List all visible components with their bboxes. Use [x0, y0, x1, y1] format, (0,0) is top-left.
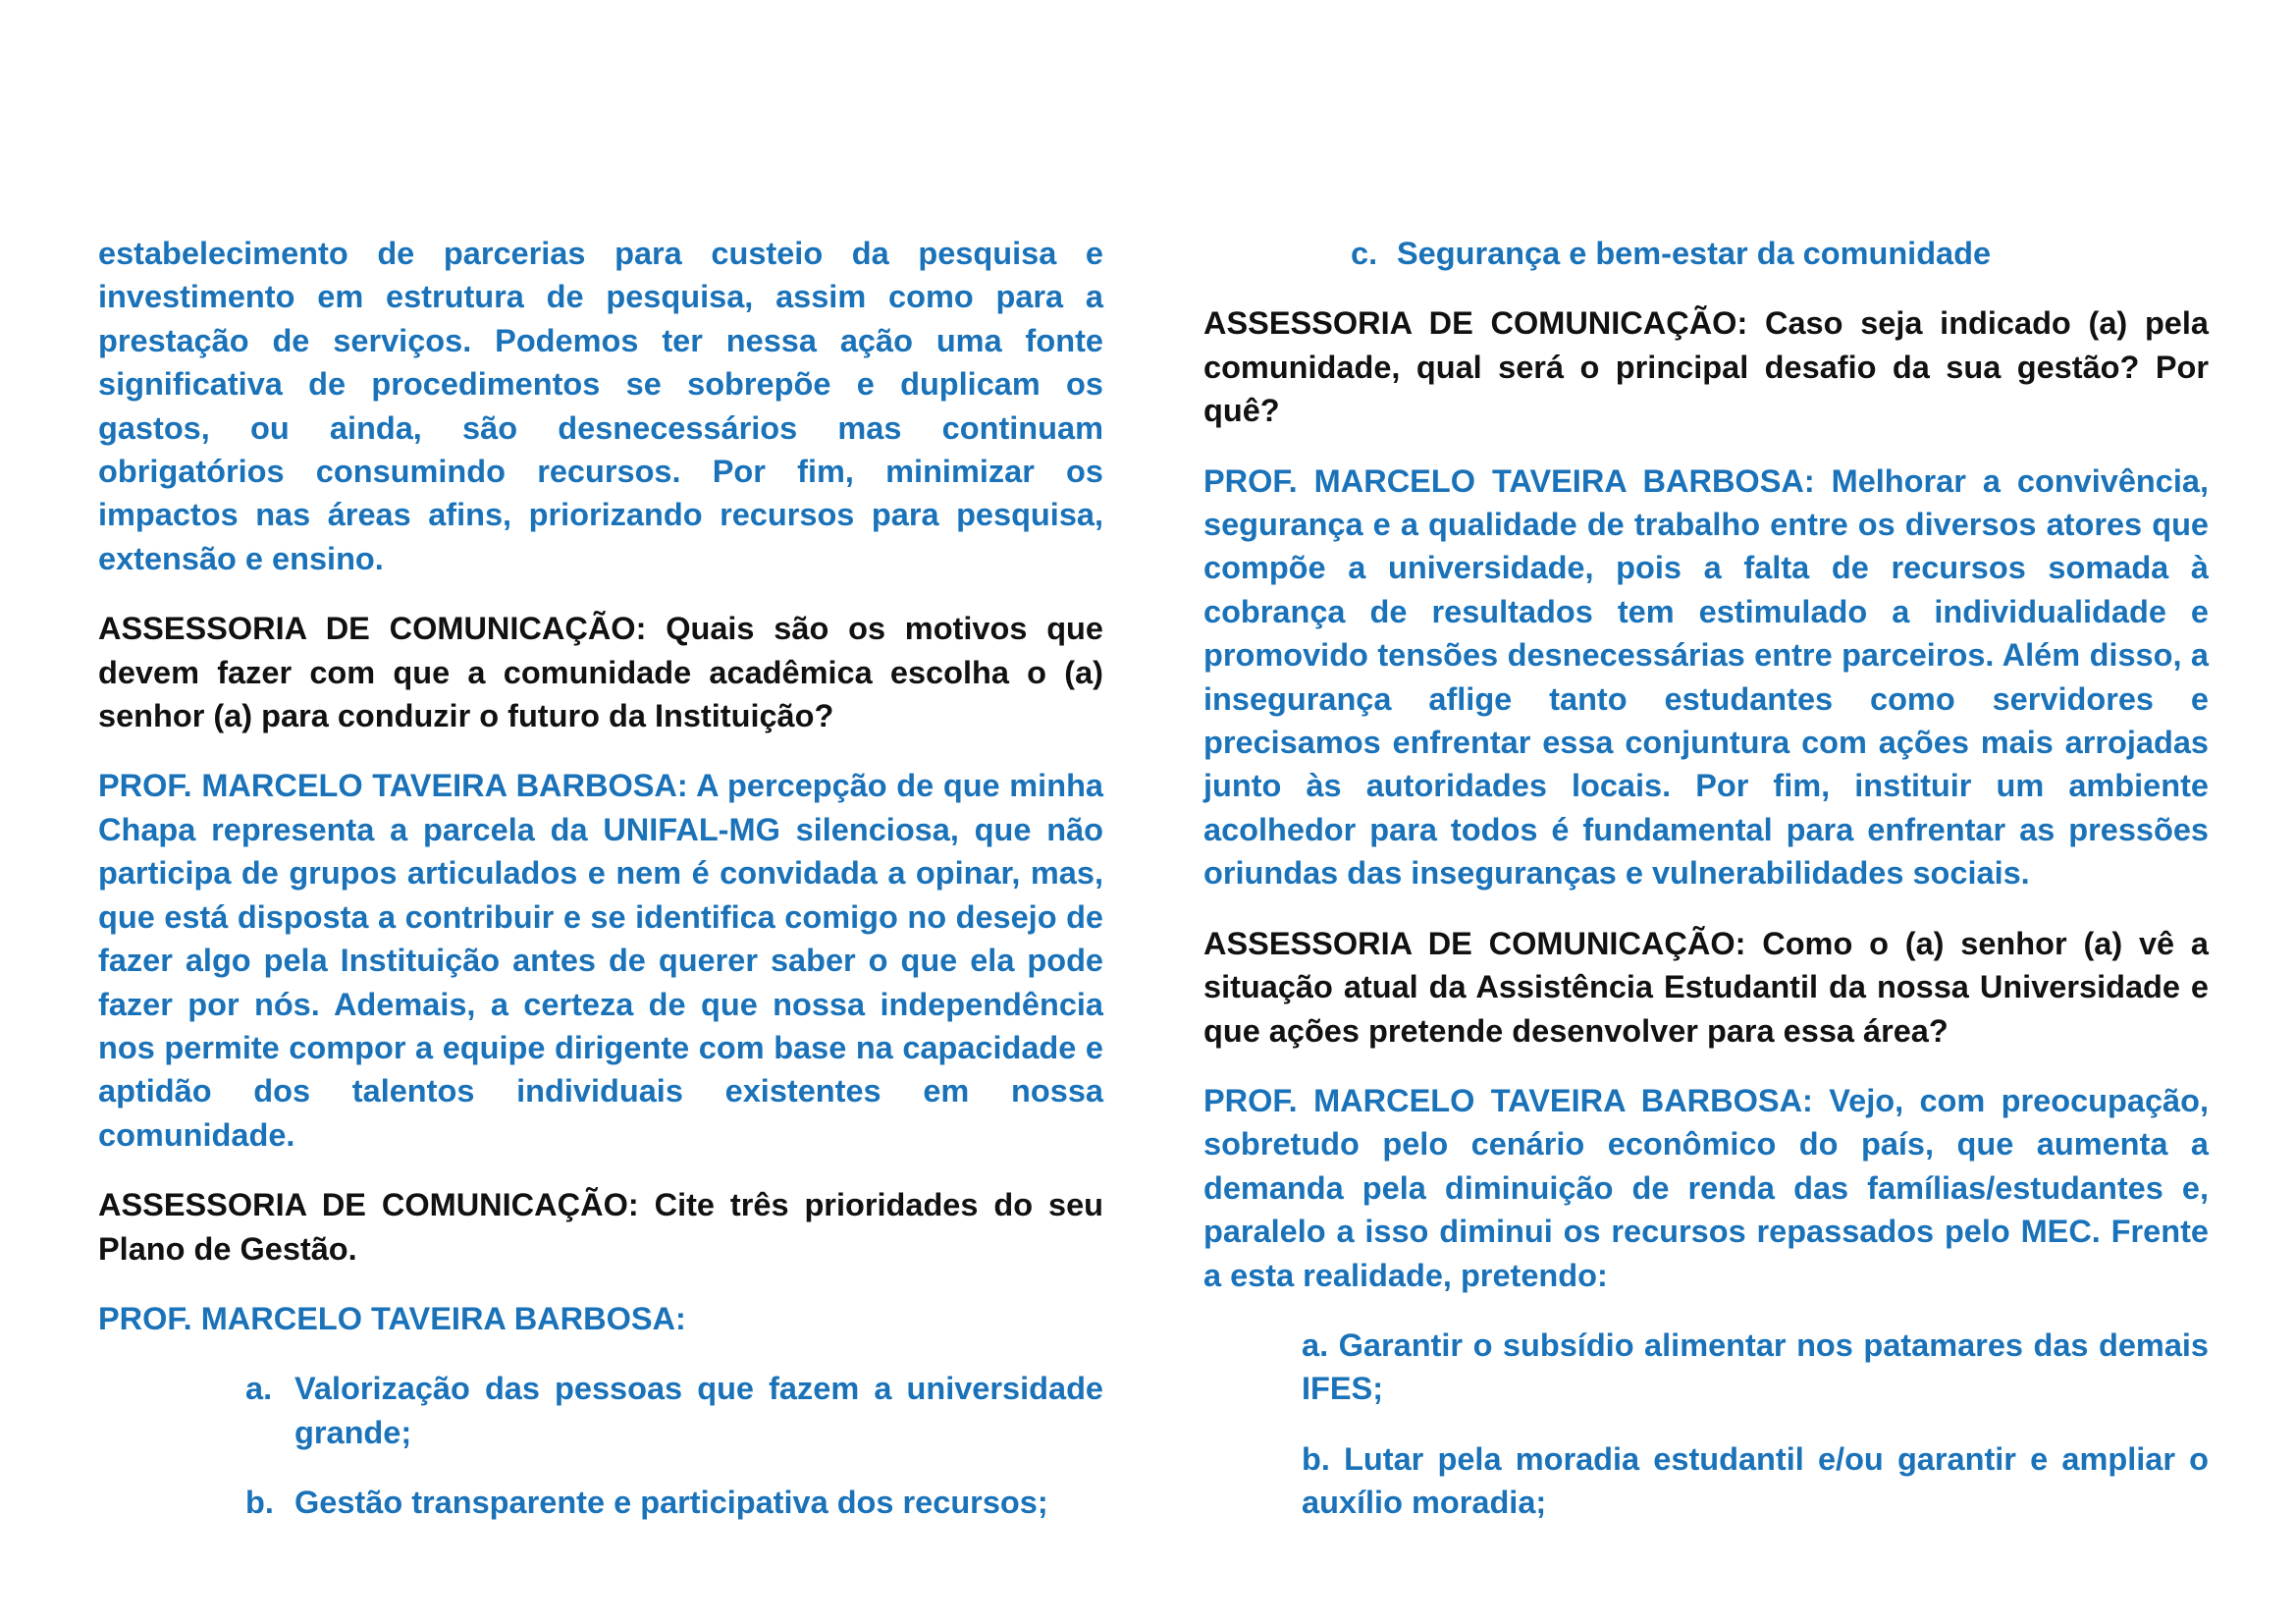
- question-paragraph: ASSESSORIA DE COMUNICAÇÃO: Cite três prioridades do seu Plano de Gestão.: [98, 1187, 1103, 1267]
- list-item: [1351, 232, 2209, 275]
- list-item-text: Garantir o subsídio alimentar nos patamares das demais IFES;: [1302, 1326, 2209, 1407]
- question-paragraph: ASSESSORIA DE COMUNICAÇÃO: Caso seja indicado (a) pela comunidade, qual será o principal desafio da sua gestão? Por quê?: [1203, 305, 2209, 429]
- answer-paragraph: PROF. MARCELO TAVEIRA BARBOSA: Vejo, com preocupação, sobretudo pelo cenário econômico do país, que aumenta a demanda pela diminuição de renda das famílias/estudantes e, paralelo a isso diminui os recursos repassados pelo MEC. Frente a esta realidade, pretendo:: [1203, 1082, 2209, 1293]
- left-column: [98, 232, 1103, 1551]
- right-column: [1203, 232, 2209, 1551]
- list-item: [245, 1367, 1103, 1454]
- list-item: [1302, 1324, 2209, 1411]
- answer-paragraph: PROF. MARCELO TAVEIRA BARBOSA: Melhorar a convivência, segurança e a qualidade de trabalho entre os diversos atores que compõe a universidade, pois a falta de recursos somada à cobrança de resultados tem estimulado a individualidade e promovido tensões desnecessárias entre parceiros. Além disso, a insegurança aflige tanto estudantes como servidores e precisamos enfrentar essa conjuntura com ações mais arrojadas junto às autoridades locais. Por fim, instituir um ambiente acolhedor para todos é fundamental para enfrentar as pressões oriundas das inseguranças e vulnerabilidades sociais.: [1203, 462, 2209, 892]
- list-item-text: Gestão transparente e participativa dos recursos;: [294, 1485, 1048, 1521]
- answer-paragraph: PROF. MARCELO TAVEIRA BARBOSA: A percepção de que minha Chapa representa a parcela da UNIFAL-MG silenciosa, que não participa de grupos articulados e nem é convidada a opinar, mas, que está disposta a contribuir e se identifica comigo no desejo de fazer algo pela Instituição antes de querer saber o que ela pode fazer por nós. Ademais, a certeza de que nossa independência nos permite compor a equipe dirigente com base na capacidade e aptidão dos talentos individuais existentes em nossa comunidade.: [98, 768, 1103, 1153]
- list-marker: b.: [245, 1485, 274, 1521]
- list-marker: a.: [245, 1371, 273, 1407]
- action-list: [1302, 1324, 2209, 1525]
- answer-paragraph: estabelecimento de parcerias para custeio da pesquisa e investimento em estrutura de pesquisa, assim como para a prestação de serviços. Podemos ter nessa ação uma fonte significativa de procedimentos se sobrepõe e duplicam os gastos, ou ainda, são desnecessários mas continuam obrigatórios consumindo recursos. Por fim, minimizar os impactos nas áreas afins, priorizando recursos para pesquisa, extensão e ensino.: [98, 236, 1103, 576]
- answer-intro: PROF. MARCELO TAVEIRA BARBOSA:: [98, 1300, 686, 1336]
- priority-list: [245, 1367, 1103, 1524]
- question-paragraph: ASSESSORIA DE COMUNICAÇÃO: Quais são os motivos que devem fazer com que a comunidade acadêmica escolha o (a) senhor (a) para conduzir o futuro da Instituição?: [98, 611, 1103, 734]
- list-item: [1302, 1437, 2209, 1525]
- list-marker: a.: [1302, 1326, 1329, 1363]
- list-item-text: Valorização das pessoas que fazem a universidade grande;: [294, 1371, 1103, 1450]
- list-marker: b.: [1302, 1440, 1330, 1477]
- list-marker: c.: [1351, 236, 1378, 271]
- question-paragraph: ASSESSORIA DE COMUNICAÇÃO: Como o (a) senhor (a) vê a situação atual da Assistência Estudantil da nossa Universidade e que ações pretende desenvolver para essa área?: [1203, 925, 2209, 1049]
- list-item-text: Lutar pela moradia estudantil e/ou garantir e ampliar o auxílio moradia;: [1302, 1440, 2210, 1521]
- list-item-text: Segurança e bem-estar da comunidade: [1397, 236, 1992, 271]
- list-item: [245, 1481, 1103, 1524]
